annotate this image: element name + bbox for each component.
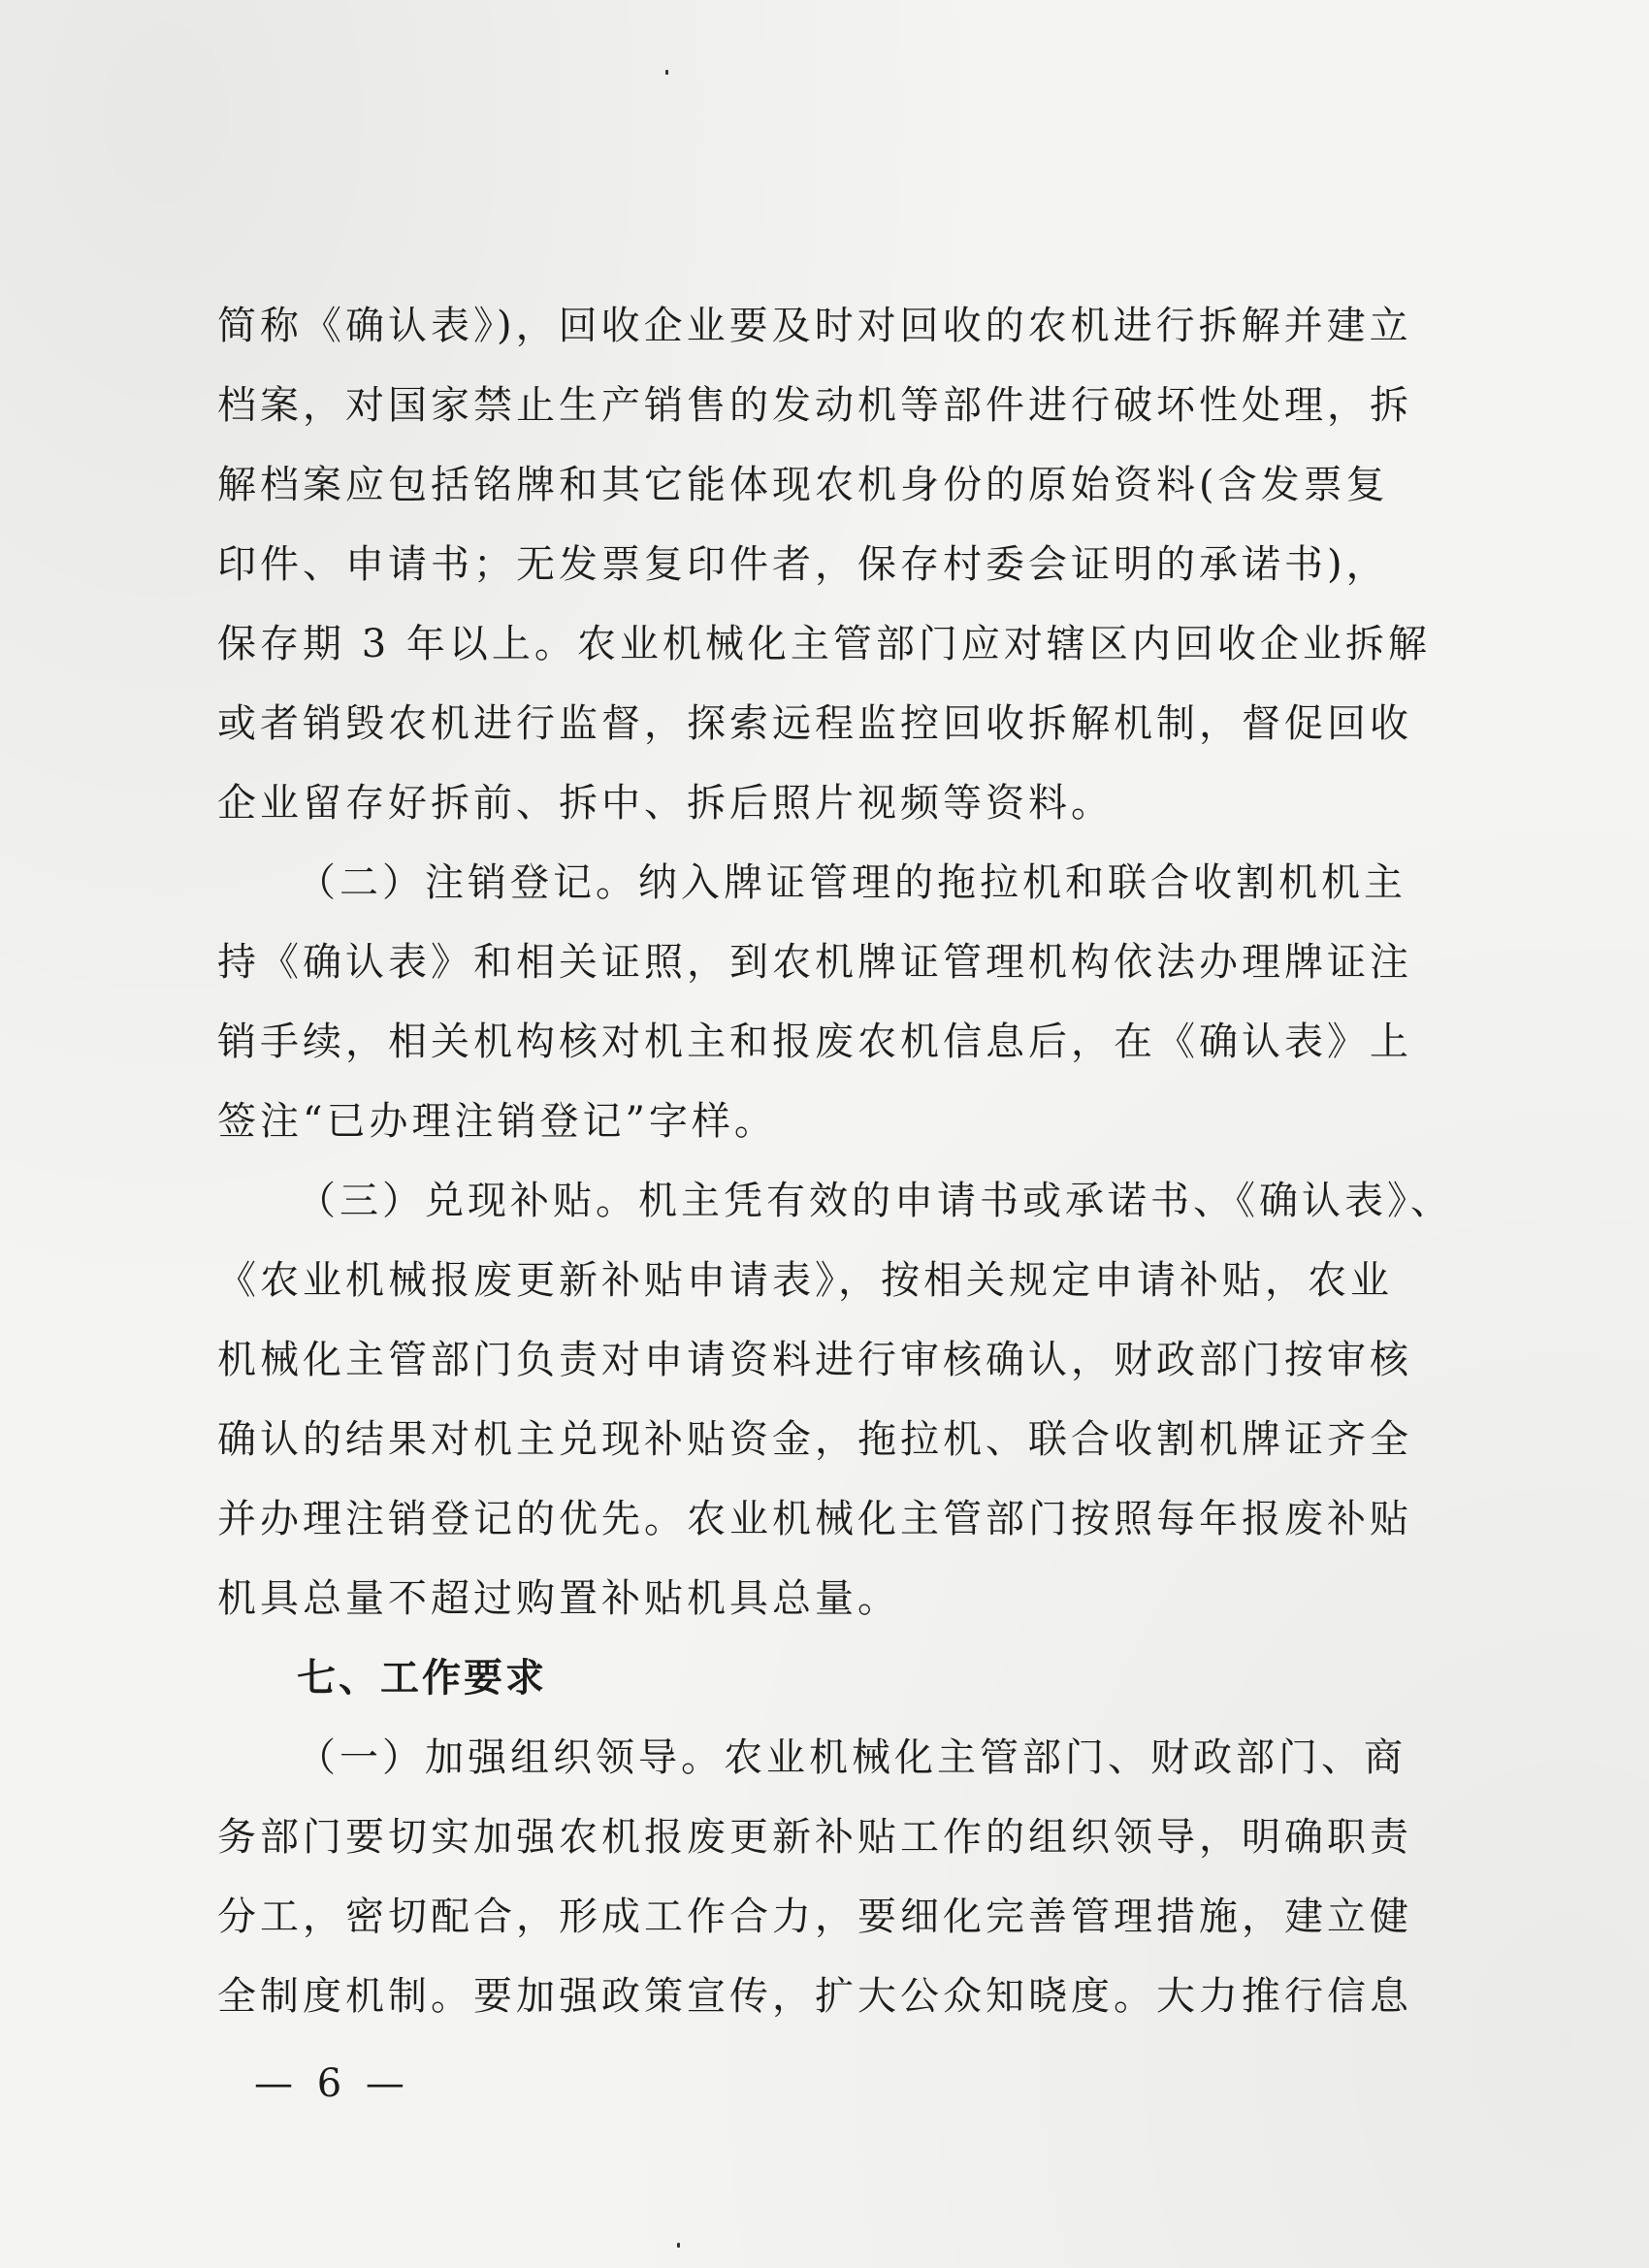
scan-speck xyxy=(665,70,668,75)
text-line: 保存期 3 年以上。农业机械化主管部门应对辖区内回收企业拆解 xyxy=(217,622,1431,666)
text-line: 签注“已办理注销登记”字样。 xyxy=(217,1099,777,1144)
text-line: 销手续，相关机构核对机主和报废农机信息后，在《确认表》上 xyxy=(217,1020,1412,1064)
text-line: 简称《确认表》)，回收企业要及时对回收的农机进行拆解并建立 xyxy=(217,304,1412,348)
paragraph-start-line: （三）兑现补贴。机主凭有效的申请书或承诺书、《确认表》、 xyxy=(297,1179,1453,1223)
text-line: 印件、申请书；无发票复印件者，保存村委会证明的承诺书)， xyxy=(217,542,1389,587)
text-line: 机械化主管部门负责对申请资料进行审核确认，财政部门按审核 xyxy=(217,1338,1412,1382)
text-line: 务部门要切实加强农机报废更新补贴工作的组织领导，明确职责 xyxy=(217,1815,1412,1860)
text-line: 档案，对国家禁止生产销售的发动机等部件进行破坏性处理，拆 xyxy=(217,383,1412,428)
text-line: 企业留存好拆前、拆中、拆后照片视频等资料。 xyxy=(217,781,1114,826)
text-line: 解档案应包括铭牌和其它能体现农机身份的原始资料(含发票复 xyxy=(217,463,1389,507)
text-line: 或者销毁农机进行监督，探索远程监控回收拆解机制，督促回收 xyxy=(217,701,1412,746)
text-line: 全制度机制。要加强政策宣传，扩大公众知晓度。大力推行信息 xyxy=(217,1974,1412,2019)
document-body xyxy=(217,286,1453,2036)
text-line: 机具总量不超过购置补贴机具总量。 xyxy=(217,1576,900,1621)
text-line: 并办理注销登记的优先。农业机械化主管部门按照每年报废补贴 xyxy=(217,1497,1412,1541)
page-number: — 6 — xyxy=(254,2061,410,2106)
text-line: 分工，密切配合，形成工作合力，要细化完善管理措施，建立健 xyxy=(217,1895,1412,1939)
text-line: 确认的结果对机主兑现补贴资金，拖拉机、联合收割机牌证齐全 xyxy=(217,1417,1412,1462)
text-line: 《农业机械报废更新补贴申请表》，按相关规定申请补贴，农业 xyxy=(217,1258,1393,1303)
scan-speck xyxy=(677,2243,680,2248)
section-heading: 七、工作要求 xyxy=(297,1656,547,1701)
text-line: 持《确认表》和相关证照，到农机牌证管理机构依法办理牌证注 xyxy=(217,940,1412,985)
paragraph-start-line: （二）注销登记。纳入牌证管理的拖拉机和联合收割机机主 xyxy=(297,860,1406,905)
paragraph-start-line: （一）加强组织领导。农业机械化主管部门、财政部门、商 xyxy=(297,1735,1406,1780)
